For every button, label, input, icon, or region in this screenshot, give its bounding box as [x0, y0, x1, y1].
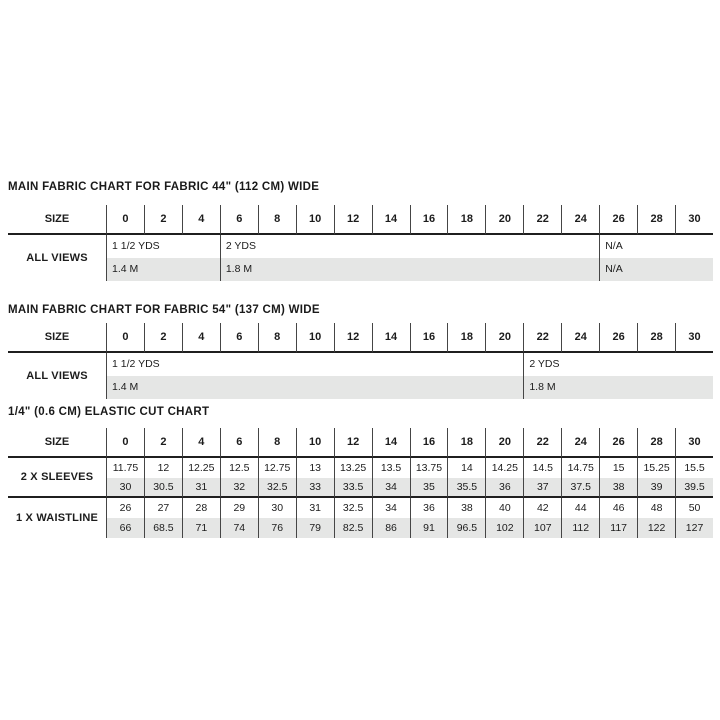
size-header-cell: 20	[485, 323, 523, 353]
size-header-cell: 28	[637, 205, 675, 235]
elastic-value-cell: 12	[144, 458, 182, 478]
elastic-value-cell: 46	[599, 498, 637, 518]
fabric-54-title: MAIN FABRIC CHART FOR FABRIC 54" (137 CM) WIDE	[8, 304, 320, 316]
measurement-span-cell: 1.4 M	[106, 376, 523, 399]
size-column-header: SIZE	[8, 323, 106, 353]
size-header-cell: 8	[258, 205, 296, 235]
elastic-value-cell: 14.25	[485, 458, 523, 478]
measurement-span-cell: 2 YDS	[220, 235, 599, 258]
size-header-cell: 10	[296, 323, 334, 353]
size-header-cell: 0	[106, 205, 144, 235]
elastic-value-cell: 42	[523, 498, 561, 518]
size-header-cell: 2	[144, 323, 182, 353]
elastic-value-cell: 31	[296, 498, 334, 518]
elastic-value-cell: 50	[675, 498, 713, 518]
elastic-value-cell: 33.5	[334, 478, 372, 498]
elastic-value-cell: 102	[485, 518, 523, 538]
size-header-cell: 2	[144, 428, 182, 458]
size-header-cell: 30	[675, 323, 713, 353]
elastic-value-cell: 71	[182, 518, 220, 538]
size-header-cell: 6	[220, 428, 258, 458]
elastic-value-cell: 30	[106, 478, 144, 498]
size-header-cell: 30	[675, 428, 713, 458]
size-header-cell: 2	[144, 205, 182, 235]
elastic-value-cell: 36	[410, 498, 448, 518]
fabric-54-table	[8, 323, 713, 399]
waistline-row-label: 1 X WAISTLINE	[15, 511, 99, 524]
elastic-value-cell: 112	[561, 518, 599, 538]
size-header-cell: 18	[447, 428, 485, 458]
size-header-cell: 18	[447, 205, 485, 235]
size-header-cell: 26	[599, 323, 637, 353]
size-header-cell: 24	[561, 205, 599, 235]
elastic-value-cell: 91	[410, 518, 448, 538]
size-header-cell: 28	[637, 428, 675, 458]
size-header-cell: 16	[410, 205, 448, 235]
elastic-value-cell: 96.5	[447, 518, 485, 538]
size-header-cell: 14	[372, 428, 410, 458]
elastic-value-cell: 48	[637, 498, 675, 518]
elastic-value-cell: 36	[485, 478, 523, 498]
size-header-cell: 4	[182, 428, 220, 458]
elastic-value-cell: 35.5	[447, 478, 485, 498]
elastic-value-cell: 122	[637, 518, 675, 538]
elastic-value-cell: 35	[410, 478, 448, 498]
size-header-cell: 4	[182, 205, 220, 235]
measurement-span-cell: 1.8 M	[523, 376, 713, 399]
size-header-cell: 20	[485, 428, 523, 458]
elastic-value-cell: 76	[258, 518, 296, 538]
elastic-value-cell: 30.5	[144, 478, 182, 498]
size-header-cell: 24	[561, 323, 599, 353]
sleeves-row-label: 2 X SLEEVES	[8, 458, 106, 498]
size-header-cell: 28	[637, 323, 675, 353]
size-header-cell: 0	[106, 428, 144, 458]
size-column-header: SIZE	[8, 428, 106, 458]
size-header-cell: 6	[220, 205, 258, 235]
all-views-row-label: ALL VIEWS	[26, 369, 88, 382]
elastic-value-cell: 82.5	[334, 518, 372, 538]
elastic-value-cell: 29	[220, 498, 258, 518]
charts-document	[8, 181, 713, 538]
size-header-cell: 12	[334, 428, 372, 458]
fabric-44-table	[8, 205, 713, 281]
elastic-value-cell: 14.75	[561, 458, 599, 478]
elastic-value-cell: 11.75	[106, 458, 144, 478]
size-header-cell: 26	[599, 205, 637, 235]
size-header-cell: 20	[485, 205, 523, 235]
size-header-cell: 12	[334, 205, 372, 235]
elastic-value-cell: 127	[675, 518, 713, 538]
elastic-value-cell: 32.5	[334, 498, 372, 518]
size-header-cell: 8	[258, 428, 296, 458]
elastic-value-cell: 37	[523, 478, 561, 498]
size-header-cell: 22	[523, 205, 561, 235]
size-header-cell: 22	[523, 323, 561, 353]
size-column-header: SIZE	[8, 205, 106, 235]
elastic-value-cell: 13.25	[334, 458, 372, 478]
elastic-value-cell: 12.75	[258, 458, 296, 478]
elastic-value-cell: 13	[296, 458, 334, 478]
size-header-cell: 18	[447, 323, 485, 353]
measurement-span-cell: N/A	[599, 258, 713, 281]
elastic-value-cell: 33	[296, 478, 334, 498]
elastic-value-cell: 32	[220, 478, 258, 498]
elastic-value-cell: 37.5	[561, 478, 599, 498]
elastic-value-cell: 12.25	[182, 458, 220, 478]
size-header-cell: 4	[182, 323, 220, 353]
size-header-cell: 24	[561, 428, 599, 458]
elastic-value-cell: 44	[561, 498, 599, 518]
size-header-cell: 26	[599, 428, 637, 458]
measurement-span-cell: N/A	[599, 235, 713, 258]
elastic-value-cell: 32.5	[258, 478, 296, 498]
measurement-span-cell: 1.4 M	[106, 258, 220, 281]
size-header-cell: 22	[523, 428, 561, 458]
size-header-cell: 12	[334, 323, 372, 353]
elastic-value-cell: 15.5	[675, 458, 713, 478]
elastic-value-cell: 12.5	[220, 458, 258, 478]
size-header-cell: 0	[106, 323, 144, 353]
measurement-span-cell: 1.8 M	[220, 258, 599, 281]
elastic-chart-title: 1/4" (0.6 CM) ELASTIC CUT CHART	[8, 406, 210, 418]
elastic-value-cell: 13.5	[372, 458, 410, 478]
all-views-row-label: ALL VIEWS	[26, 251, 88, 264]
size-header-cell: 10	[296, 428, 334, 458]
elastic-value-cell: 39	[637, 478, 675, 498]
elastic-value-cell: 27	[144, 498, 182, 518]
elastic-value-cell: 34	[372, 478, 410, 498]
size-header-cell: 10	[296, 205, 334, 235]
size-header-cell: 6	[220, 323, 258, 353]
elastic-value-cell: 117	[599, 518, 637, 538]
elastic-value-cell: 15.25	[637, 458, 675, 478]
elastic-value-cell: 107	[523, 518, 561, 538]
elastic-value-cell: 31	[182, 478, 220, 498]
elastic-value-cell: 13.75	[410, 458, 448, 478]
elastic-value-cell: 28	[182, 498, 220, 518]
elastic-value-cell: 79	[296, 518, 334, 538]
elastic-value-cell: 26	[106, 498, 144, 518]
size-header-cell: 14	[372, 323, 410, 353]
elastic-value-cell: 66	[106, 518, 144, 538]
fabric-44-title: MAIN FABRIC CHART FOR FABRIC 44" (112 CM) WIDE	[8, 181, 320, 193]
elastic-value-cell: 14	[447, 458, 485, 478]
elastic-value-cell: 34	[372, 498, 410, 518]
elastic-value-cell: 74	[220, 518, 258, 538]
elastic-value-cell: 68.5	[144, 518, 182, 538]
elastic-value-cell: 38	[447, 498, 485, 518]
size-header-cell: 16	[410, 323, 448, 353]
elastic-value-cell: 86	[372, 518, 410, 538]
elastic-value-cell: 38	[599, 478, 637, 498]
elastic-value-cell: 30	[258, 498, 296, 518]
elastic-value-cell: 39.5	[675, 478, 713, 498]
size-header-cell: 8	[258, 323, 296, 353]
elastic-value-cell: 15	[599, 458, 637, 478]
elastic-value-cell: 14.5	[523, 458, 561, 478]
size-header-cell: 30	[675, 205, 713, 235]
measurement-span-cell: 1 1/2 YDS	[106, 353, 523, 376]
elastic-cut-table	[8, 428, 713, 538]
measurement-span-cell: 1 1/2 YDS	[106, 235, 220, 258]
elastic-value-cell: 40	[485, 498, 523, 518]
size-header-cell: 16	[410, 428, 448, 458]
measurement-span-cell: 2 YDS	[523, 353, 713, 376]
size-header-cell: 14	[372, 205, 410, 235]
